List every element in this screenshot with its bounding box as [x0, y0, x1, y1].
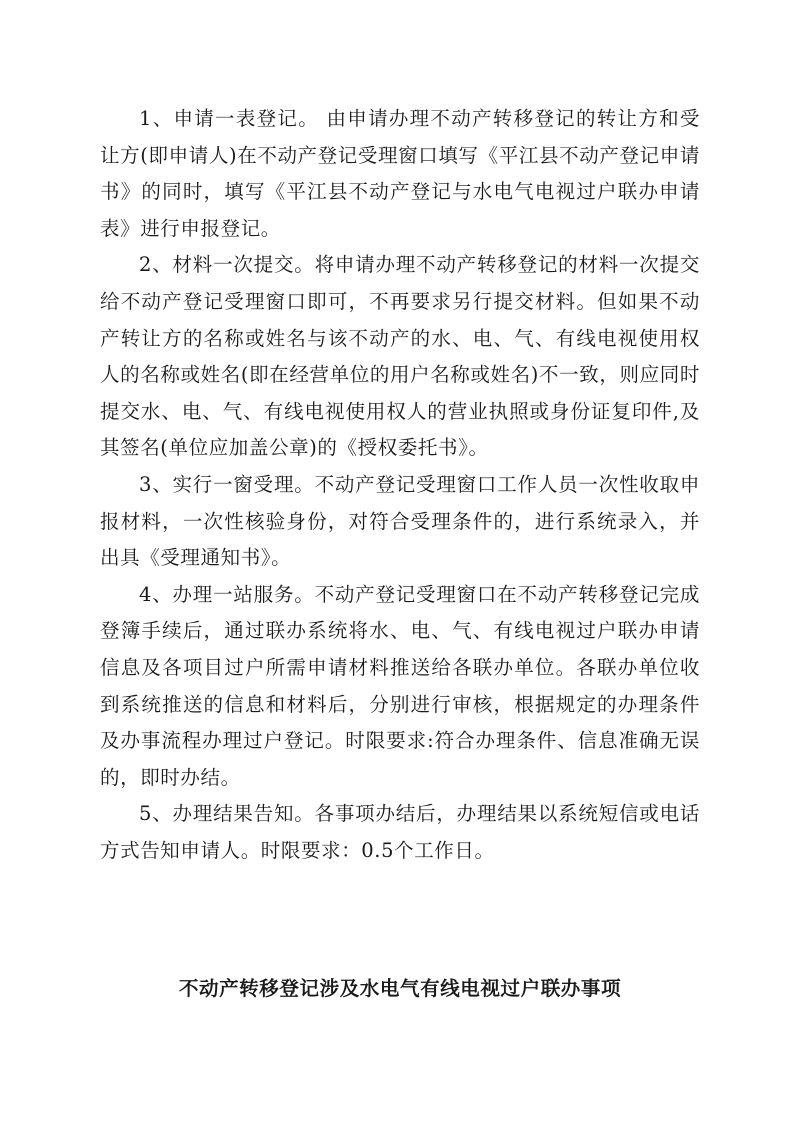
document-body	[100, 101, 700, 869]
paragraph-1: 1、申请一表登记。 由申请办理不动产转移登记的转让方和受让方(即申请人)在不动产登记受理窗口填写《平江县不动产登记申请书》的同时，填写《平江县不动产登记与水电气电视过户联办申请表》进行申报登记。	[100, 107, 700, 240]
paragraph-2: 2、材料一次提交。将申请办理不动产转移登记的材料一次提交给不动产登记受理窗口即可，不再要求另行提交材料。但如果不动产转让方的名称或姓名与该不动产的水、电、气、有线电视使用权人的名称或姓名(即在经营单位的用户名称或姓名)不一致，则应同时提交水、电、气、有线电视使用权人的营业执照或身份证复印件,及其签名(单位应加盖公章)的《授权委托书》。	[100, 253, 700, 460]
section-heading: 不动产转移登记涉及水电气有线电视过户联办事项	[178, 977, 622, 1000]
paragraph-3: 3、实行一窗受理。不动产登记受理窗口工作人员一次性收取申报材料，一次性核验身份，对符合受理条件的，进行系统录入，并出具《受理通知书》。	[100, 472, 700, 570]
paragraph-4: 4、办理一站服务。不动产登记受理窗口在不动产转移登记完成登簿手续后，通过联办系统将水、电、气、有线电视过户联办申请信息及各项目过户所需申请材料推送给各联办单位。各联办单位收到系统推送的信息和材料后，分别进行审核，根据规定的办理条件及办事流程办理过户登记。时限要求:符合办理条件、信息准确无误的，即时办结。	[100, 582, 700, 789]
paragraph-5: 5、办理结果告知。各事项办结后，办理结果以系统短信或电话方式告知申请人。时限要求：0.5个工作日。	[100, 802, 700, 862]
